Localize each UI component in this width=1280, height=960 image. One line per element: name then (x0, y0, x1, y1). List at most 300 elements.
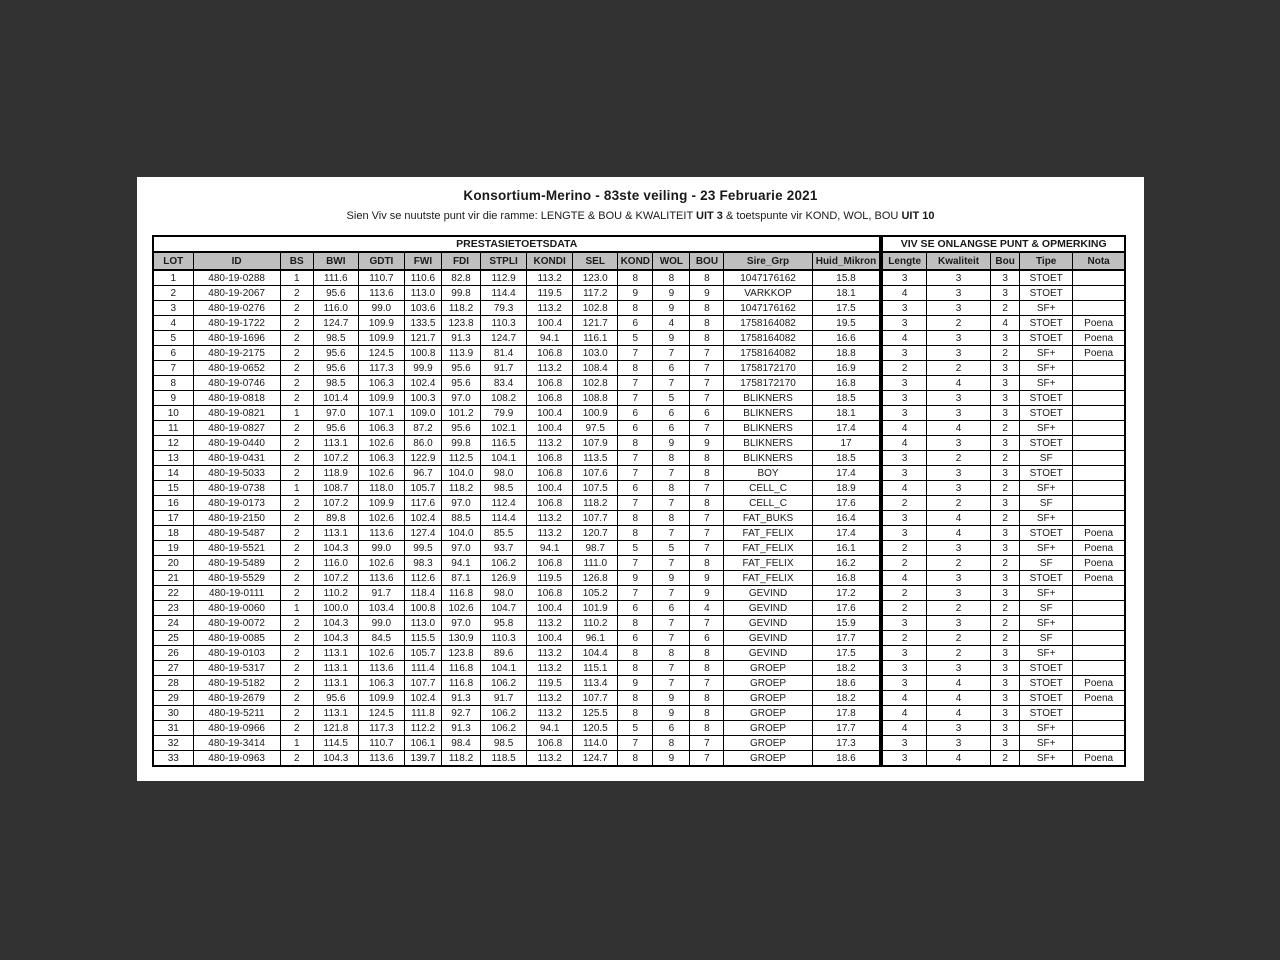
table-cell: FAT_FELIX (724, 556, 812, 571)
table-cell: 6 (618, 601, 653, 616)
table-cell: 7 (690, 391, 724, 406)
table-row (153, 706, 1125, 721)
table-cell: 2 (881, 586, 926, 601)
table-cell (1073, 646, 1125, 661)
table-cell: 8 (618, 436, 653, 451)
table-cell: 99.8 (441, 286, 480, 301)
table-cell: 18.8 (812, 346, 881, 361)
table-cell: 480-19-0818 (193, 391, 280, 406)
table-cell: 6 (653, 361, 690, 376)
table-cell: 113.1 (313, 661, 358, 676)
table-cell (1073, 391, 1125, 406)
table-cell: 3 (991, 691, 1020, 706)
table-cell: GEVIND (724, 631, 812, 646)
table-cell: 2 (991, 301, 1020, 316)
table-cell: 113.6 (358, 526, 404, 541)
table-cell: 94.1 (441, 556, 480, 571)
table-cell: 9 (653, 301, 690, 316)
table-cell: 3 (881, 451, 926, 466)
table-cell: 28 (153, 676, 193, 691)
column-header-bou: Bou (991, 252, 1020, 270)
table-cell: 113.6 (358, 286, 404, 301)
table-cell: 97.0 (441, 541, 480, 556)
table-cell: 17 (153, 511, 193, 526)
table-cell: CELL_C (724, 481, 812, 496)
table-cell: SF (1020, 631, 1073, 646)
table-cell: 117.2 (573, 286, 618, 301)
table-cell: 113.9 (441, 346, 480, 361)
table-cell: 2 (280, 706, 313, 721)
table-cell: 7 (653, 676, 690, 691)
table-cell: 7 (690, 421, 724, 436)
table-row (153, 496, 1125, 511)
table-cell: 97.0 (313, 406, 358, 421)
table-cell: 118.2 (441, 481, 480, 496)
table-cell: Poena (1073, 571, 1125, 586)
table-cell: 2 (926, 646, 990, 661)
table-row (153, 376, 1125, 391)
table-cell: 8 (690, 691, 724, 706)
table-cell: 9 (618, 571, 653, 586)
table-cell: 113.2 (527, 751, 573, 767)
table-cell: 5 (618, 541, 653, 556)
table-cell: 97.0 (441, 496, 480, 511)
table-cell: 113.0 (404, 286, 441, 301)
table-cell: 17.3 (812, 736, 881, 751)
table-cell: 3 (881, 676, 926, 691)
column-header-kwaliteit: Kwaliteit (926, 252, 990, 270)
table-cell: 106.8 (527, 376, 573, 391)
table-cell: 95.6 (313, 346, 358, 361)
table-cell: 107.6 (573, 466, 618, 481)
table-cell: 480-19-5529 (193, 571, 280, 586)
table-cell: 18.2 (812, 691, 881, 706)
table-cell: 7 (653, 586, 690, 601)
table-cell: 107.2 (313, 571, 358, 586)
table-cell (1073, 721, 1125, 736)
table-row (153, 361, 1125, 376)
table-cell: 85.5 (481, 526, 527, 541)
table-cell: 32 (153, 736, 193, 751)
table-cell: SF+ (1020, 541, 1073, 556)
table-cell: 1758172170 (724, 376, 812, 391)
table-cell: 110.7 (358, 736, 404, 751)
table-cell (1073, 451, 1125, 466)
table-cell: 94.1 (527, 721, 573, 736)
table-cell: 107.2 (313, 451, 358, 466)
subtitle-bold-uit3: UIT 3 (696, 210, 723, 222)
table-cell: STOET (1020, 706, 1073, 721)
table-cell: 7 (618, 376, 653, 391)
table-cell: GEVIND (724, 586, 812, 601)
table-cell: SF+ (1020, 421, 1073, 436)
table-cell: 105.2 (573, 586, 618, 601)
table-cell: BLIKNERS (724, 436, 812, 451)
table-cell (1073, 496, 1125, 511)
table-cell: 121.7 (573, 316, 618, 331)
subtitle-text: & toetspunte vir KOND, WOL, BOU (722, 210, 902, 222)
table-cell: 17.6 (812, 601, 881, 616)
table-cell: 103.4 (358, 601, 404, 616)
table-cell (1073, 511, 1125, 526)
column-header-stpli: STPLI (481, 252, 527, 270)
table-cell: 95.6 (313, 691, 358, 706)
table-cell: 3 (926, 406, 990, 421)
table-cell: 9 (618, 676, 653, 691)
table-cell: 7 (690, 616, 724, 631)
table-cell: 27 (153, 661, 193, 676)
table-cell: 9 (653, 331, 690, 346)
table-cell: STOET (1020, 466, 1073, 481)
table-cell: 95.6 (313, 361, 358, 376)
table-cell: 1 (280, 270, 313, 286)
table-cell: 113.1 (313, 676, 358, 691)
table-cell: 25 (153, 631, 193, 646)
table-row (153, 541, 1125, 556)
table-cell: 480-19-5182 (193, 676, 280, 691)
table-cell: 2 (280, 586, 313, 601)
table-cell: 3 (881, 376, 926, 391)
table-cell: 113.1 (313, 646, 358, 661)
table-cell: 104.0 (441, 466, 480, 481)
table-cell: 18 (153, 526, 193, 541)
table-cell: 95.6 (441, 376, 480, 391)
table-cell: 99.0 (358, 616, 404, 631)
table-cell: 7 (690, 541, 724, 556)
table-cell: 106.2 (481, 676, 527, 691)
table-cell: 7 (653, 496, 690, 511)
table-cell: SF (1020, 496, 1073, 511)
table-cell: 3 (926, 661, 990, 676)
table-cell: STOET (1020, 391, 1073, 406)
table-cell: 91.3 (441, 721, 480, 736)
table-cell: 100.4 (527, 601, 573, 616)
table-cell: 83.4 (481, 376, 527, 391)
table-cell: 22 (153, 586, 193, 601)
table-cell: 124.5 (358, 346, 404, 361)
table-cell: 101.4 (313, 391, 358, 406)
table-row (153, 481, 1125, 496)
table-cell: 6 (653, 601, 690, 616)
table-cell: 97.0 (441, 391, 480, 406)
table-cell: 3 (926, 270, 990, 286)
table-cell: 2 (881, 601, 926, 616)
table-cell: 16.4 (812, 511, 881, 526)
table-cell: 4 (153, 316, 193, 331)
table-cell: 2 (280, 556, 313, 571)
table-cell: 480-19-2150 (193, 511, 280, 526)
table-cell: 86.0 (404, 436, 441, 451)
table-cell: 104.7 (481, 601, 527, 616)
table-cell: 114.5 (313, 736, 358, 751)
table-cell: 3 (926, 331, 990, 346)
table-cell: 2 (991, 751, 1020, 767)
table-cell: 2 (280, 286, 313, 301)
table-cell: 114.0 (573, 736, 618, 751)
table-cell: 119.5 (527, 676, 573, 691)
table-cell: 100.4 (527, 631, 573, 646)
table-cell: 1 (280, 406, 313, 421)
table-cell: 106.3 (358, 676, 404, 691)
table-cell: BLIKNERS (724, 451, 812, 466)
table-cell: 3 (991, 270, 1020, 286)
table-cell: 8 (618, 646, 653, 661)
table-cell: 98.4 (441, 736, 480, 751)
table-cell: 110.3 (481, 631, 527, 646)
table-cell: SF+ (1020, 301, 1073, 316)
table-cell: 11 (153, 421, 193, 436)
table-cell: 6 (618, 631, 653, 646)
table-cell: GROEP (724, 736, 812, 751)
table-cell: SF+ (1020, 736, 1073, 751)
table-cell: 7 (653, 526, 690, 541)
table-cell: 79.3 (481, 301, 527, 316)
table-cell: 480-19-0276 (193, 301, 280, 316)
table-cell: 119.5 (527, 571, 573, 586)
table-cell: 2 (280, 571, 313, 586)
table-cell: 1758172170 (724, 361, 812, 376)
table-cell: 89.8 (313, 511, 358, 526)
table-cell: 111.4 (404, 661, 441, 676)
table-cell: 105.7 (404, 646, 441, 661)
table-cell: 114.4 (481, 286, 527, 301)
table-cell: 8 (690, 496, 724, 511)
table-cell: 480-19-0111 (193, 586, 280, 601)
table-cell: GROEP (724, 691, 812, 706)
table-cell: 9 (653, 571, 690, 586)
table-cell: 9 (653, 751, 690, 767)
table-cell: 98.5 (313, 331, 358, 346)
table-cell: FAT_FELIX (724, 541, 812, 556)
table-cell: 98.0 (481, 466, 527, 481)
table-cell: 95.8 (481, 616, 527, 631)
table-cell (1073, 481, 1125, 496)
table-cell: 3 (991, 526, 1020, 541)
table-cell: GROEP (724, 706, 812, 721)
table-row (153, 601, 1125, 616)
table-cell: 100.8 (404, 601, 441, 616)
table-cell: GEVIND (724, 601, 812, 616)
table-cell: 2 (280, 511, 313, 526)
table-cell: 8 (618, 361, 653, 376)
table-cell: VARKKOP (724, 286, 812, 301)
table-cell: 104.1 (481, 451, 527, 466)
table-cell: 26 (153, 646, 193, 661)
table-cell: 16.6 (812, 331, 881, 346)
table-cell: 480-19-3414 (193, 736, 280, 751)
table-cell: 97.5 (573, 421, 618, 436)
table-cell: 14 (153, 466, 193, 481)
table-cell: 7 (618, 736, 653, 751)
table-cell: 127.4 (404, 526, 441, 541)
table-cell: 16.2 (812, 556, 881, 571)
table-cell: 116.0 (313, 556, 358, 571)
table-cell: 3 (926, 571, 990, 586)
table-cell: 9 (153, 391, 193, 406)
table-cell: 8 (653, 736, 690, 751)
table-cell: SF (1020, 451, 1073, 466)
table-cell: 3 (991, 391, 1020, 406)
table-cell: 117.3 (358, 361, 404, 376)
table-row (153, 270, 1125, 286)
table-cell: 3 (881, 616, 926, 631)
table-cell: 480-19-0966 (193, 721, 280, 736)
table-cell: 102.8 (573, 376, 618, 391)
table-cell: 9 (653, 436, 690, 451)
table-cell: 6 (690, 406, 724, 421)
table-cell: 15.9 (812, 616, 881, 631)
table-cell: 2 (280, 421, 313, 436)
table-cell: 480-19-1722 (193, 316, 280, 331)
table-cell: 113.2 (527, 526, 573, 541)
table-cell: 9 (690, 286, 724, 301)
table-cell: 107.7 (404, 676, 441, 691)
table-cell: 101.2 (441, 406, 480, 421)
table-cell: 480-19-0963 (193, 751, 280, 767)
table-cell: 2 (280, 691, 313, 706)
table-cell: STOET (1020, 676, 1073, 691)
table-cell: 112.4 (481, 496, 527, 511)
table-cell: 110.6 (404, 270, 441, 286)
table-cell: 106.8 (527, 496, 573, 511)
table-cell: Poena (1073, 556, 1125, 571)
table-cell: 98.5 (313, 376, 358, 391)
page-title: Konsortium-Merino - 83ste veiling - 23 Februarie 2021 (463, 188, 818, 203)
table-cell: 102.1 (481, 421, 527, 436)
table-cell: 3 (926, 481, 990, 496)
table-cell: 118.2 (441, 301, 480, 316)
table-cell: 4 (881, 691, 926, 706)
table-cell: SF (1020, 601, 1073, 616)
table-cell: 113.2 (527, 511, 573, 526)
table-cell: SF+ (1020, 511, 1073, 526)
page-subtitle (137, 210, 1144, 222)
table-cell: 91.7 (481, 691, 527, 706)
table-cell: 109.9 (358, 691, 404, 706)
table-cell: 4 (926, 691, 990, 706)
table-cell: 125.5 (573, 706, 618, 721)
table-row (153, 511, 1125, 526)
table-cell: 4 (881, 331, 926, 346)
table-cell: 124.7 (573, 751, 618, 767)
table-cell: 120.5 (573, 721, 618, 736)
table-cell: 18.5 (812, 451, 881, 466)
table-cell: 7 (690, 736, 724, 751)
table-cell: 480-19-5489 (193, 556, 280, 571)
table-cell: 7 (618, 391, 653, 406)
table-cell: 113.2 (527, 436, 573, 451)
table-cell: 2 (926, 361, 990, 376)
table-cell: 21 (153, 571, 193, 586)
table-cell: 133.5 (404, 316, 441, 331)
table-cell: 18.1 (812, 286, 881, 301)
table-cell: 3 (991, 721, 1020, 736)
table-cell: 102.6 (358, 646, 404, 661)
table-cell: 116.8 (441, 586, 480, 601)
table-cell: 3 (881, 270, 926, 286)
table-cell: 16.9 (812, 361, 881, 376)
table-cell: 3 (926, 541, 990, 556)
column-header-sire_grp: Sire_Grp (724, 252, 812, 270)
table-cell: 3 (926, 286, 990, 301)
table-cell: 100.9 (573, 406, 618, 421)
table-row (153, 436, 1125, 451)
column-header-fdi: FDI (441, 252, 480, 270)
table-cell: 3 (991, 676, 1020, 691)
table-cell: 98.7 (573, 541, 618, 556)
table-cell: 113.2 (527, 691, 573, 706)
table-cell: 480-19-0738 (193, 481, 280, 496)
table-cell: 3 (881, 526, 926, 541)
table-cell: 9 (653, 706, 690, 721)
table-cell: 1 (280, 736, 313, 751)
table-cell: 18.6 (812, 676, 881, 691)
table-cell: 102.6 (358, 466, 404, 481)
table-cell: 2 (881, 541, 926, 556)
table-cell: 8 (690, 316, 724, 331)
table-cell (1073, 270, 1125, 286)
table-row (153, 691, 1125, 706)
table-cell: 2 (280, 346, 313, 361)
table-cell: 1047176162 (724, 301, 812, 316)
table-cell: 114.4 (481, 511, 527, 526)
table-cell: 4 (881, 436, 926, 451)
table-cell: 2 (991, 451, 1020, 466)
table-cell: 95.6 (441, 421, 480, 436)
table-cell: 3 (881, 346, 926, 361)
table-cell: FAT_FELIX (724, 571, 812, 586)
table-cell: 8 (618, 691, 653, 706)
table-cell: 126.8 (573, 571, 618, 586)
table-cell: 113.1 (313, 706, 358, 721)
table-cell: 106.8 (527, 466, 573, 481)
table-cell: 7 (690, 676, 724, 691)
table-cell: 3 (991, 466, 1020, 481)
table-cell: 1 (280, 481, 313, 496)
table-cell: Poena (1073, 541, 1125, 556)
table-cell: 109.9 (358, 391, 404, 406)
table-cell: 3 (926, 616, 990, 631)
table-cell: 29 (153, 691, 193, 706)
table-cell: 480-19-0652 (193, 361, 280, 376)
table-cell: SF+ (1020, 646, 1073, 661)
table-cell: STOET (1020, 270, 1073, 286)
column-header-kond: KOND (618, 252, 653, 270)
table-cell: 17.7 (812, 631, 881, 646)
table-cell: 17.4 (812, 526, 881, 541)
table-cell: 2 (280, 361, 313, 376)
section-header-row (153, 236, 1125, 252)
table-cell: 123.8 (441, 316, 480, 331)
table-cell (1073, 376, 1125, 391)
table-cell (1073, 466, 1125, 481)
table-cell: GROEP (724, 661, 812, 676)
table-cell: 100.4 (527, 406, 573, 421)
column-header-lengte: Lengte (881, 252, 926, 270)
table-cell: 19.5 (812, 316, 881, 331)
table-cell: 117.3 (358, 721, 404, 736)
table-cell: 113.6 (358, 571, 404, 586)
table-cell: 8 (690, 646, 724, 661)
table-cell: 113.1 (313, 526, 358, 541)
table-row (153, 346, 1125, 361)
table-cell: 104.3 (313, 751, 358, 767)
table-cell: 2 (991, 631, 1020, 646)
table-cell: 12 (153, 436, 193, 451)
table-cell: Poena (1073, 346, 1125, 361)
table-cell: 113.5 (573, 451, 618, 466)
table-cell: 99.0 (358, 541, 404, 556)
